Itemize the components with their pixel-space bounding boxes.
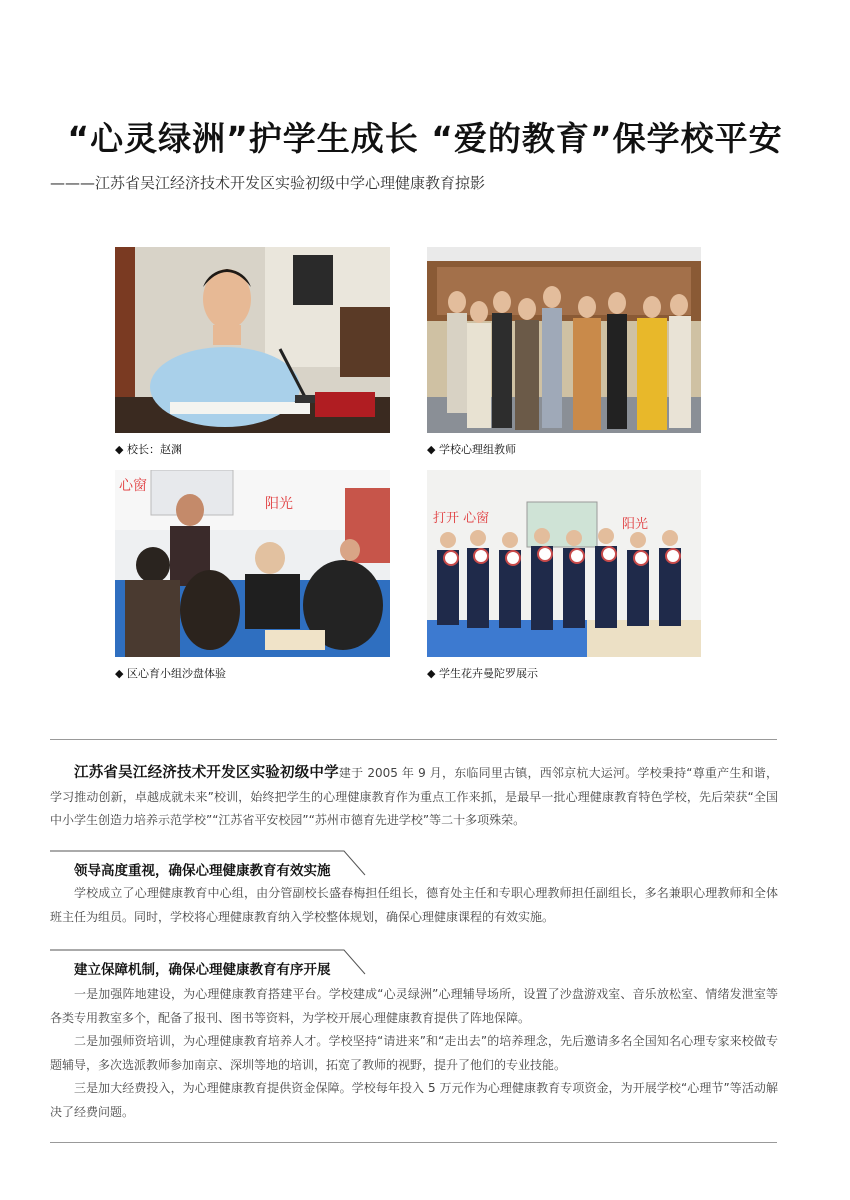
photo-sandtray [115, 470, 390, 657]
section-title: 领导高度重视，确保心理健康教育有效实施 [74, 863, 331, 879]
divider-bottom [50, 1142, 777, 1143]
sandtray-sign-left: 心窗 [119, 478, 147, 494]
intro-paragraph [50, 762, 778, 833]
mandala-sign-left: 打开 心窗 [433, 511, 490, 526]
photo-principal [115, 247, 390, 433]
photo-caption-teachers: ◆ 学校心理组教师 [427, 443, 516, 456]
photo-teachers [427, 247, 701, 433]
page-subtitle: ———江苏省吴江经济技术开发区实验初级中学心理健康教育掠影 [50, 174, 486, 192]
paragraph-training: 二是加强师资培训，为心理健康教育培养人才。学校坚持“请进来”和“走出去”的培养理念，先后邀请多名全国知名心理专家来校做专题辅导，多次选派教师参加南京、深圳等地的培训，拓宽了教师的视野，提升了他们的专业技能。 [50, 1034, 778, 1072]
page-title: “心灵绿洲”护学生成长 “爱的教育”保学校平安 [67, 119, 783, 158]
paragraph-venue: 一是加强阵地建设，为心理健康教育搭建平台。学校建成“心灵绿洲”心理辅导场所，设置了沙盘游戏室、音乐放松室、情绪发泄室等各类专用教室多个，配备了报刊、图书等资料，为学校开展心理健康教育提供了阵地保障。 [50, 987, 778, 1025]
intro-text: 建于 2005 年 9 月，东临同里古镇，西邻京杭大运河。学校秉持“尊重产生和谐，学习推动创新，卓越成就未来”校训，始终把学生的心理健康教育作为重点工作来抓，是最早一批心理健康教育特色学校，先后荣获“全国中小学生创造力培养示范学校”“江苏省平安校园”“苏州市德育先进学校”等二十多项殊荣。 [50, 766, 779, 827]
divider-top [50, 739, 777, 740]
paragraph-funding: 三是加大经费投入，为心理健康教育提供资金保障。学校每年投入 5 万元作为心理健康教育专项资金，为开展学校“心理节”等活动解决了经费问题。 [50, 1081, 778, 1119]
photo-caption-principal: ◆ 校长：赵渊 [115, 443, 182, 456]
photo-mandala [427, 470, 701, 657]
paragraph-leadership: 学校成立了心理健康教育中心组，由分管副校长盛春梅担任组长，德育处主任和专职心理教师担任副组长，多名兼职心理教师和全体班主任为组员。同时，学校将心理健康教育纳入学校整体规划，确保心理健康课程的有效实施。 [50, 886, 778, 924]
section-title: 建立保障机制，确保心理健康教育有序开展 [74, 962, 331, 978]
section-heading-leadership [50, 850, 370, 879]
school-name: 江苏省吴江经济技术开发区实验初级中学 [74, 765, 339, 781]
mandala-sign-right: 阳光 [622, 517, 649, 532]
photo-caption-sandtray: ◆ 区心育小组沙盘体验 [115, 667, 226, 680]
section-heading-guarantee [50, 949, 370, 978]
sandtray-sign-right: 阳光 [265, 496, 293, 512]
photo-caption-mandala: ◆ 学生花卉曼陀罗展示 [427, 667, 538, 680]
